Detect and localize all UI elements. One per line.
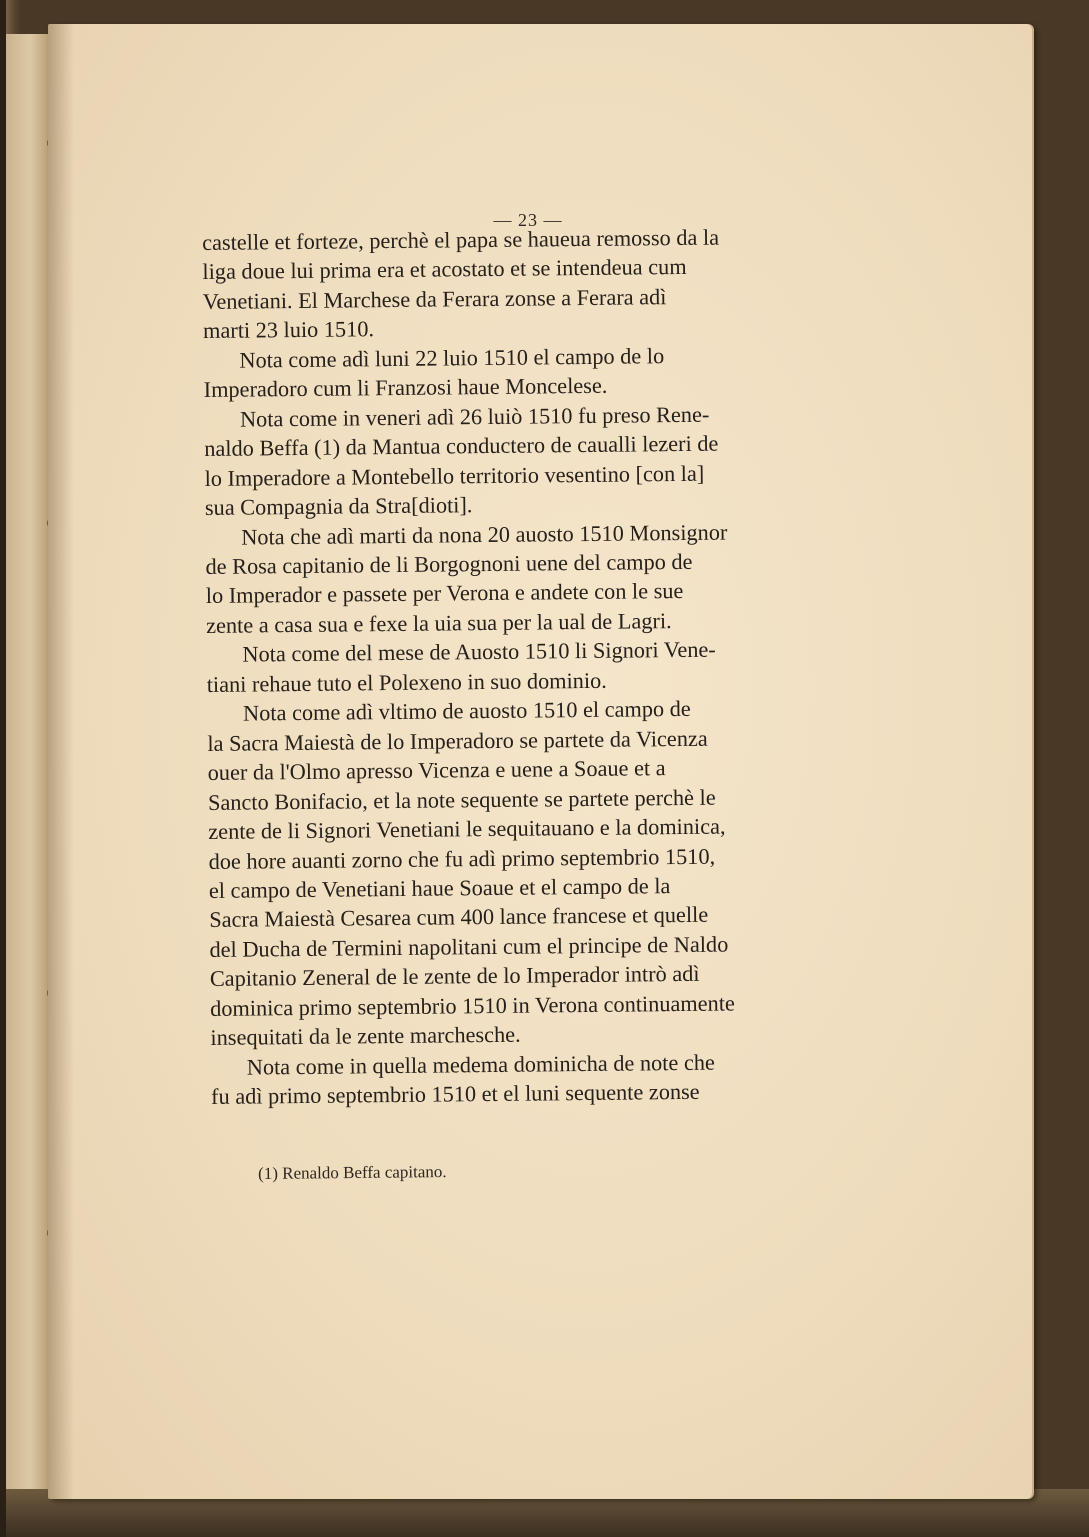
text-line: Nota che adì marti da nona 20 auosto 1510 Monsignor	[241, 519, 728, 550]
text-line: Nota come adì vltimo de auosto 1510 el campo de	[242, 696, 691, 726]
text-line: Nota come in veneri adì 26 luiò 1510 fu preso Rene-	[239, 401, 710, 432]
text-line: zente a casa sua e fexe la uia sua per la ual de Lagri.	[206, 607, 672, 638]
paragraph	[211, 1047, 792, 1112]
text-line: Imperadoro cum li Franzosi haue Moncelese.	[203, 373, 608, 403]
text-line: liga doue lui prima era et acostato et se intendeua cum	[202, 254, 687, 285]
paragraph	[206, 634, 787, 699]
page-number: — 23 —	[493, 210, 563, 230]
text-line: Nota come del mese de Auosto 1510 li Signori Vene-	[242, 636, 716, 667]
text-line: el campo de Venetiani haue Soaue et el campo de la	[208, 873, 671, 903]
paragraph	[205, 516, 786, 640]
text-line: lo Imperadore a Montebello territorio vesentino [con la]	[204, 460, 705, 491]
text-line: Sancto Bonifacio, et la note sequente se partete perchè le	[207, 784, 716, 815]
text-line: lo Imperador e passete per Verona e andete con le sue	[205, 578, 684, 609]
text-line: de Rosa capitanio de li Borgognoni uene del campo de	[205, 548, 693, 579]
spine-shadow	[48, 24, 74, 1499]
text-line: tiani rehaue tuto el Polexeno in suo dominio.	[206, 667, 607, 697]
paragraph	[207, 693, 791, 1052]
book-page	[48, 24, 1032, 1499]
text-line: fu adì primo septembrio 1510 et el luni sequente zonse	[210, 1078, 700, 1110]
text-line: Sacra Maiestà Cesarea cum 400 lance francese et quelle	[209, 902, 709, 933]
footnote: (1) Renaldo Beffa capitano.	[258, 1162, 447, 1183]
paragraph	[202, 222, 783, 346]
paragraph	[204, 399, 785, 523]
text-line: sua Compagnia da Stra[dioti].	[204, 492, 473, 521]
text-line: Venetiani. El Marchese da Ferara zonse a Ferara adì	[202, 284, 667, 314]
text-line: naldo Beffa (1) da Mantua conductero de caualli lezeri de	[204, 430, 719, 462]
text-line: insequitati da le zente marchesche.	[210, 1021, 521, 1051]
text-line: Nota come in quella medema dominicha de note che	[246, 1049, 715, 1080]
text-line: marti 23 luio 1510.	[202, 316, 375, 344]
body-text	[202, 222, 791, 1112]
text-line: Capitanio Zeneral de le zente de lo Imperador intrò adì	[209, 961, 700, 992]
text-line: dominica primo septembrio 1510 in Verona continuamente	[210, 990, 735, 1021]
text-line: doe hore auanti zorno che fu adì primo septembrio 1510,	[208, 843, 716, 874]
text-line: zente de li Signori Venetiani le sequitauano e la dominica,	[208, 813, 726, 845]
text-line: ouer da l'Olmo apresso Vicenza e uene a Soaue et a	[207, 755, 666, 786]
text-line: la Sacra Maiestà de lo Imperadoro se partete da Vicenza	[207, 725, 708, 756]
text-line: castelle et forteze, perchè el papa se haueua remosso da la	[202, 224, 720, 255]
left-page-edge	[6, 34, 52, 1494]
paragraph	[203, 340, 784, 405]
text-line: del Ducha de Termini napolitani cum el principe de Naldo	[209, 931, 729, 962]
text-line: Nota come adì luni 22 luio 1510 el campo de lo	[239, 342, 665, 373]
